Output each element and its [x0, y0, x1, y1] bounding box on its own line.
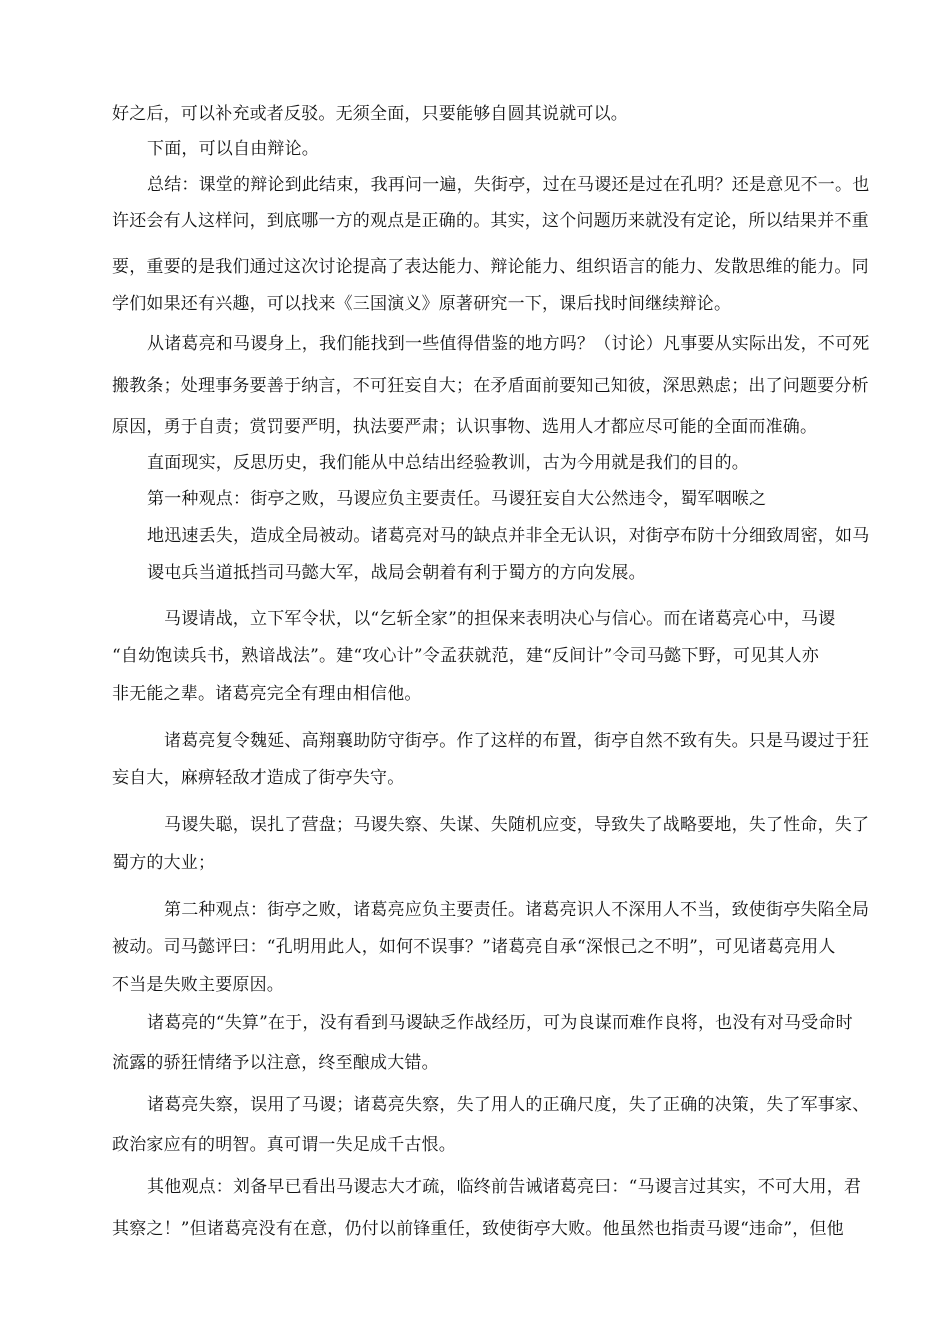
text-line-22: 被动。司马懿评曰：“孔明用此人，如何不误事？”诸葛亮自承“深恨己之不明”，可见诸葛亮用人 — [112, 937, 836, 957]
text-line-13: 谡屯兵当道抵挡司马懿大军，战局会朝着有利于蜀方的方向发展。 — [147, 563, 646, 583]
text-line-6: 学们如果还有兴趣，可以找来《三国演义》原著研究一下，课后找时间继续辩论。 — [112, 294, 732, 314]
text-line-8: 搬教条；处理事务要善于纳言，不可狂妄自大；在矛盾面前要知己知彼，深思熟虑；出了问题要分析 — [112, 376, 869, 396]
text-line-17: 诸葛亮复令魏延、高翔襄助防守街亭。作了这样的布置，街亭自然不致有失。只是马谡过于狂 — [164, 731, 870, 751]
text-line-19: 马谡失聪，误扎了营盘；马谡失察、失谋、失随机应变，导致失了战略要地，失了性命，失了 — [164, 815, 870, 835]
text-line-2: 下面，可以自由辩论。 — [147, 139, 319, 159]
text-line-1: 好之后，可以补充或者反驳。无须全面，只要能够自圆其说就可以。 — [112, 104, 628, 124]
text-line-18: 妄自大，麻痹轻敌才造成了街亭失守。 — [112, 768, 405, 788]
text-line-11: 第一种观点：街亭之败，马谡应负主要责任。马谡狂妄自大公然违令，蜀军咽喉之 — [147, 489, 767, 509]
text-line-10: 直面现实，反思历史，我们能从中总结出经验教训，古为今用就是我们的目的。 — [147, 453, 749, 473]
text-line-4: 许还会有人这样问，到底哪一方的观点是正确的。其实，这个问题历来就没有定论，所以结果并不重 — [112, 211, 869, 231]
text-line-9: 原因，勇于自责；赏罚要严明，执法要严肃；认识事物、选用人才都应尽可能的全面而准确。 — [112, 417, 818, 437]
text-line-12: 地迅速丢失，造成全局被动。诸葛亮对马的缺点并非全无认识，对街亭布防十分细致周密，如马 — [147, 526, 870, 546]
text-line-29: 其察之！”但诸葛亮没有在意，仍付以前锋重任，致使街亭大败。他虽然也指责马谡“违命”，但他 — [112, 1219, 844, 1239]
text-line-28: 其他观点：刘备早已看出马谡志大才疏，临终前告诫诸葛亮曰：“马谡言过其实，不可大用，君 — [147, 1177, 862, 1197]
text-line-7: 从诸葛亮和马谡身上，我们能找到一些值得借鉴的地方吗？（讨论）凡事要从实际出发，不可死 — [147, 334, 870, 354]
text-line-3: 总结：课堂的辩论到此结束，我再问一遍，失街亭，过在马谡还是过在孔明？还是意见不一。也 — [147, 175, 870, 195]
text-line-5: 要，重要的是我们通过这次讨论提高了表达能力、辩论能力、组织语言的能力、发散思维的能力。同 — [112, 257, 869, 277]
text-line-24: 诸葛亮的“失算”在于，没有看到马谡缺乏作战经历，可为良谋而难作良将，也没有对马受命时 — [147, 1013, 853, 1033]
text-line-16: 非无能之辈。诸葛亮完全有理由相信他。 — [112, 684, 422, 704]
text-line-27: 政治家应有的明智。真可谓一失足成千古恨。 — [112, 1135, 456, 1155]
text-line-20: 蜀方的大业； — [112, 853, 216, 873]
text-line-26: 诸葛亮失察，误用了马谡；诸葛亮失察，失了用人的正确尺度，失了正确的决策，失了军事家、 — [147, 1095, 870, 1115]
text-line-23: 不当是失败主要原因。 — [112, 975, 284, 995]
text-line-25: 流露的骄狂情绪予以注意，终至酿成大错。 — [112, 1053, 439, 1073]
text-line-15: “自幼饱读兵书，熟谙战法”。建“攻心计”令孟获就范，建“反间计”令司马懿下野，可见其人亦 — [112, 646, 819, 666]
text-line-21: 第二种观点：街亭之败，诸葛亮应负主要责任。诸葛亮识人不深用人不当，致使街亭失陷全局 — [164, 900, 870, 920]
text-line-14: 马谡请战，立下军令状，以“乞斩全家”的担保来表明决心与信心。而在诸葛亮心中，马谡 — [164, 609, 836, 629]
